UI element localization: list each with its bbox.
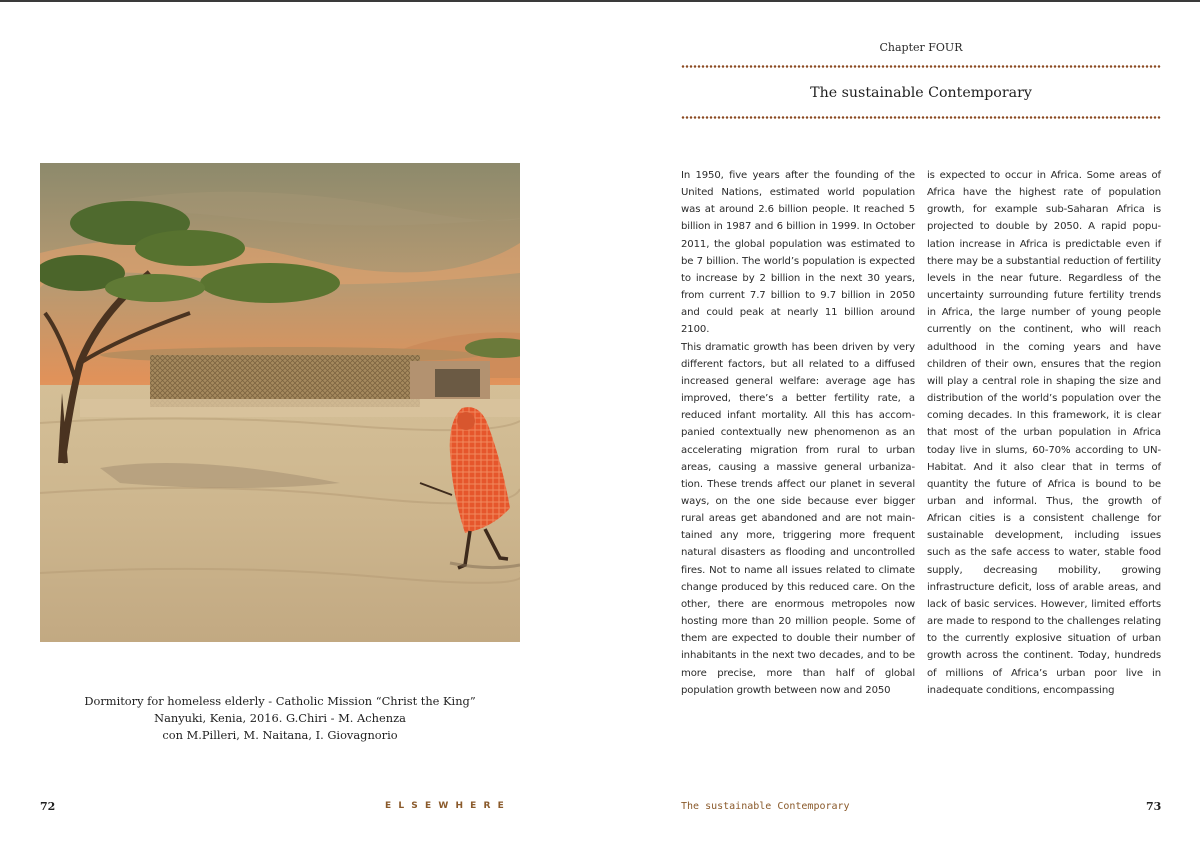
- dotted-rule-top: [681, 65, 1161, 68]
- paragraph: is expected to occur in Africa. Some areas of Africa have the highest rate of population growth, for example sub-Saharan Africa is projected to double by 2050. A rapid popu-lation increase in Africa is predictable even if there may be a substantial reduction of fertility levels in the near future. Regardless of the uncertainty surrounding future fertility trends in Africa, the large number of young people currently on the continent, who will reach adulthood in the coming years and have children of their own, ensures that the region will play a central role in shaping the size and distribution of the world’s population over the coming decades. In this framework, it is clear that most of the urban population in Africa today live in slums, 60-70% according to UN-Habitat. And it also clear that in terms of quantity the future of Africa is bound to be urban and informal. Thus, the growth of African cities is a consistent challenge for sustainable development, including issues such as the safe access to water, stable food supply, decreasing mobility, growing infrastructure deficit, loss of arable areas, and lack of basic services. However, limited efforts are made to respond to the challenges relating to the currently explosive situation of urban growth across the continent. Today, hundreds of millions of Africa’s urban poor live in inadequate conditions, encompassing: [927, 170, 1161, 696]
- paragraph: In 1950, five years after the founding of the United Nations, estimated world population was at around 2.6 billion people. It reached 5 billion in 1987 and 6 billion in 1999. In October 2011, the global population was estimated to be 7 billion. The world’s population is expected to increase by 2 billion in the next 30 years, from current 7.7 billion to 9.7 billion in 2050 and could peak at nearly 11 billion around 2100.: [681, 170, 915, 336]
- running-head-left: ELSEWHERE: [385, 801, 511, 811]
- architectural-rendering-image: [40, 163, 520, 642]
- chapter-title: The sustainable Contemporary: [810, 85, 1032, 101]
- dotted-rule-bottom: [681, 116, 1161, 119]
- caption-line: con M.Pilleri, M. Naitana, I. Giovagnorio: [162, 728, 398, 742]
- text-column-2: [927, 167, 1161, 699]
- page-number-left: 72: [40, 800, 56, 813]
- page-number-right: 73: [1146, 800, 1162, 813]
- caption-line: Nanyuki, Kenia, 2016. G.Chiri - M. Achenza: [154, 711, 406, 725]
- running-head-right: The sustainable Contemporary: [681, 801, 850, 812]
- caption-line: Dormitory for homeless elderly - Catholic Mission “Christ the King”: [84, 694, 476, 708]
- top-border: [0, 0, 1200, 2]
- text-column-1: [681, 167, 915, 699]
- chapter-label: Chapter FOUR: [879, 41, 963, 54]
- paragraph: This dramatic growth has been driven by very different factors, but all related to a diffused increased general welfare: average age has improved, there’s a better fertility rate, a reduced infant mortality. All this has accom-panied contextually new phenomenon as an accelerating migration from rural to urban areas, causing a massive general urbaniza-tion. These trends affect our planet in several ways, on the one side because ever bigger rural areas get abandoned and are not main-tained any more, triggering more frequent natural disasters as flooding and uncontrolled fires. Not to name all issues related to climate change produced by this reduced care. On the other, there are enormous metropoles now hosting more than 20 million people. Some of them are expected to double their number of inhabitants in the next two decades, and to be more precise, more than half of global population growth between now and 2050: [681, 341, 915, 696]
- image-caption: [40, 693, 520, 744]
